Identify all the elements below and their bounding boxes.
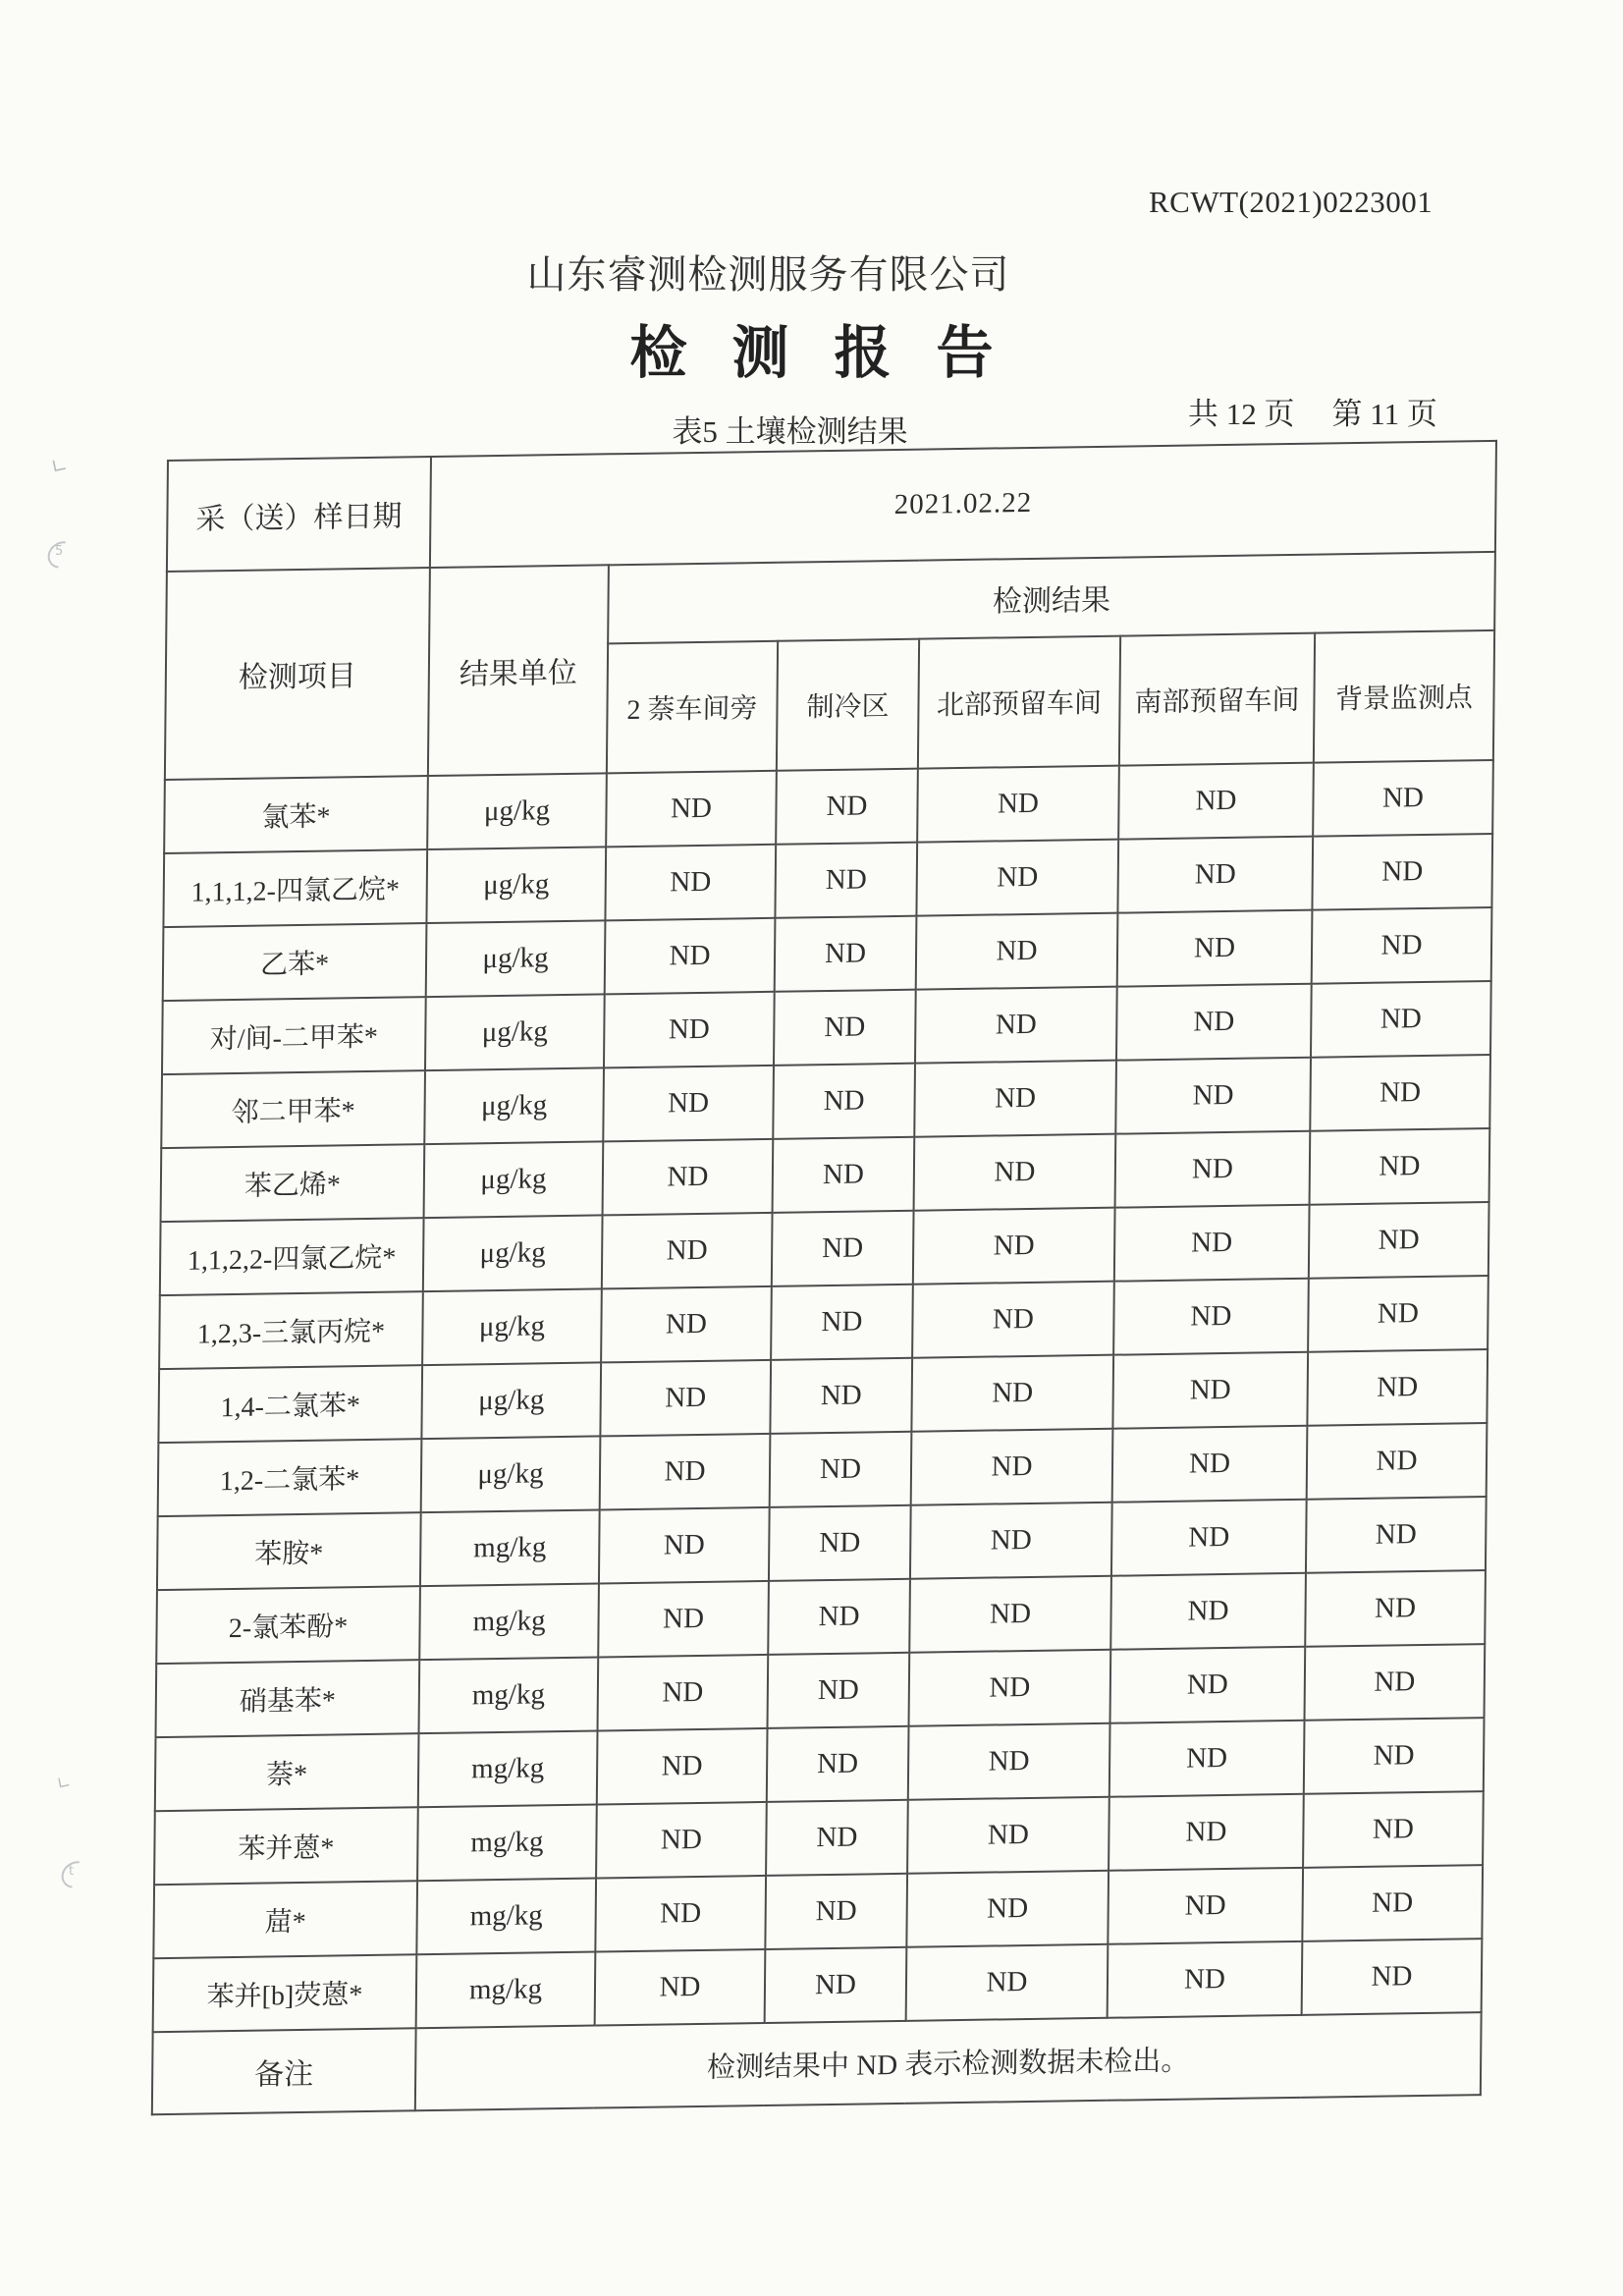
site-header: 北部预留车间 — [918, 636, 1120, 769]
results-group-header: 检测结果 — [608, 552, 1495, 643]
result-value: ND — [1110, 1647, 1306, 1723]
result-value: ND — [913, 1208, 1115, 1285]
result-value: ND — [1307, 1423, 1488, 1500]
result-value: ND — [765, 1947, 907, 2023]
result-value: ND — [909, 1650, 1111, 1726]
result-value: ND — [1312, 834, 1492, 910]
result-value: ND — [1311, 981, 1491, 1058]
result-value: ND — [1117, 837, 1313, 913]
result-value: ND — [595, 1876, 766, 1952]
result-value: ND — [1306, 1497, 1487, 1573]
result-value: ND — [603, 1066, 774, 1142]
analyte-name: 苯并蒽* — [154, 1807, 418, 1885]
unit-value: μg/kg — [424, 1067, 604, 1144]
result-value: ND — [605, 845, 776, 921]
result-value: ND — [1109, 1721, 1305, 1797]
analyte-name: 邻二甲苯* — [161, 1070, 425, 1148]
result-value: ND — [765, 1874, 907, 1949]
unit-value: μg/kg — [426, 920, 606, 997]
result-value: ND — [914, 1134, 1116, 1211]
result-value: ND — [606, 771, 777, 847]
scan-artifact-circle: 5 — [42, 536, 81, 574]
report-title: 检测报告 — [629, 321, 1039, 385]
analyte-name: 1,4-二氯苯* — [158, 1365, 422, 1443]
result-value: ND — [1310, 1128, 1490, 1205]
report-number: RCWT(2021)0223001 — [1149, 185, 1434, 219]
result-value: ND — [1112, 1426, 1308, 1503]
result-value: ND — [597, 1728, 768, 1805]
result-value: ND — [775, 916, 917, 992]
result-value: ND — [906, 1871, 1109, 1947]
page-total: 共 12 页 — [1188, 397, 1295, 431]
result-value: ND — [605, 918, 776, 995]
result-value: ND — [600, 1434, 771, 1510]
result-value: ND — [1108, 1941, 1303, 2018]
analyte-name: 氯苯* — [164, 776, 428, 853]
result-value: ND — [603, 1139, 774, 1216]
site-header: 2 萘车间旁 — [607, 641, 778, 774]
unit-value: μg/kg — [424, 1141, 604, 1218]
site-header: 制冷区 — [777, 639, 919, 771]
result-value: ND — [599, 1507, 770, 1584]
analyte-name: 萘* — [155, 1733, 419, 1811]
result-value: ND — [1118, 763, 1314, 840]
result-value: ND — [1305, 1644, 1486, 1721]
result-value: ND — [917, 766, 1119, 843]
result-value: ND — [914, 1061, 1116, 1137]
unit-value: μg/kg — [421, 1362, 601, 1439]
result-value: ND — [1302, 1865, 1483, 1941]
result-value: ND — [1307, 1349, 1488, 1426]
result-value: ND — [911, 1355, 1113, 1432]
result-value: ND — [1310, 1055, 1490, 1131]
result-value: ND — [769, 1505, 911, 1581]
unit-value: mg/kg — [419, 1657, 599, 1733]
result-value: ND — [916, 840, 1118, 916]
site-header: 背景监测点 — [1314, 630, 1494, 763]
result-value: ND — [773, 1064, 915, 1139]
result-value: ND — [1108, 1868, 1303, 1944]
analyte-name: 乙苯* — [163, 923, 427, 1001]
result-value: ND — [1117, 910, 1313, 987]
result-value: ND — [1114, 1205, 1310, 1282]
analyte-name: 䓛* — [153, 1881, 417, 1958]
result-value: ND — [595, 1949, 766, 2026]
result-value: ND — [776, 769, 918, 845]
soil-results-table — [151, 440, 1497, 2115]
result-value: ND — [773, 1137, 915, 1213]
result-value: ND — [1308, 1276, 1488, 1352]
remark-text: 检测结果中 ND 表示检测数据未检出。 — [415, 2012, 1482, 2110]
result-value: ND — [1110, 1573, 1306, 1650]
result-value: ND — [1304, 1718, 1485, 1794]
result-value: ND — [604, 992, 775, 1068]
unit-value: μg/kg — [423, 1215, 603, 1291]
result-value: ND — [767, 1726, 909, 1802]
analyte-name: 1,1,1,2-四氯乙烷* — [163, 849, 427, 927]
site-header: 南部预留车间 — [1119, 633, 1315, 766]
result-value: ND — [596, 1802, 767, 1879]
result-value: ND — [1303, 1791, 1484, 1868]
scan-artifact-mark: ∟ — [48, 452, 71, 479]
company-name: 山东睿测检测服务有限公司 — [526, 252, 1010, 297]
result-value: ND — [770, 1432, 912, 1507]
analyte-name: 苯并[b]荧蒽* — [153, 1954, 417, 2032]
result-value: ND — [770, 1358, 912, 1434]
sample-date-row — [167, 441, 1496, 572]
result-value: ND — [1302, 1939, 1483, 2015]
result-value: ND — [907, 1797, 1109, 1874]
result-value: ND — [601, 1286, 772, 1363]
table-caption: 表5 土壤检测结果 — [672, 414, 908, 449]
result-value: ND — [766, 1800, 908, 1876]
analyte-name: 1,2,3-三氯丙烷* — [159, 1291, 423, 1369]
result-value: ND — [775, 843, 917, 918]
analyte-name: 硝基苯* — [156, 1660, 420, 1737]
result-value: ND — [911, 1429, 1113, 1505]
result-value: ND — [1305, 1570, 1486, 1647]
remark-label: 备注 — [152, 2028, 416, 2114]
unit-value: mg/kg — [420, 1509, 600, 1586]
analyte-name: 苯胺* — [157, 1512, 421, 1590]
result-value: ND — [1115, 1131, 1311, 1208]
result-value: ND — [909, 1576, 1111, 1653]
analyte-name: 1,1,2,2-四氯乙烷* — [160, 1218, 424, 1295]
page-current: 第 11 页 — [1331, 397, 1437, 431]
result-value: ND — [906, 1944, 1109, 2021]
scan-artifact-circle: t — [56, 1856, 94, 1894]
result-value: ND — [916, 913, 1118, 990]
result-value: ND — [1313, 760, 1493, 837]
result-value: ND — [768, 1653, 910, 1728]
unit-value: mg/kg — [416, 1879, 596, 1955]
unit-value: mg/kg — [417, 1805, 597, 1882]
unit-value: mg/kg — [418, 1730, 598, 1807]
item-column-header: 检测项目 — [165, 568, 430, 780]
unit-column-header: 结果单位 — [428, 565, 609, 776]
analyte-name: 1,2-二氯苯* — [158, 1439, 422, 1516]
pagination — [1188, 389, 1437, 433]
result-value: ND — [1112, 1352, 1308, 1429]
result-value: ND — [915, 987, 1117, 1064]
sample-date-value: 2021.02.22 — [430, 441, 1496, 568]
result-value: ND — [771, 1285, 913, 1360]
unit-value: mg/kg — [419, 1583, 599, 1660]
result-value: ND — [910, 1503, 1112, 1579]
analyte-name: 苯乙烯* — [161, 1144, 425, 1222]
unit-value: μg/kg — [426, 847, 606, 923]
analyte-name: 2-氯苯酚* — [156, 1586, 420, 1664]
result-value: ND — [598, 1581, 769, 1658]
result-value: ND — [772, 1211, 914, 1286]
result-value: ND — [912, 1282, 1114, 1358]
result-value: ND — [1115, 1058, 1311, 1134]
scan-artifact-mark: ∟ — [55, 1772, 74, 1795]
results-table-wrap — [151, 440, 1495, 2115]
result-value: ND — [774, 990, 916, 1066]
result-value: ND — [600, 1360, 771, 1437]
result-value: ND — [768, 1579, 910, 1655]
result-value: ND — [908, 1723, 1110, 1800]
unit-value: μg/kg — [421, 1436, 601, 1512]
unit-value: μg/kg — [427, 773, 607, 849]
result-value: ND — [1116, 984, 1312, 1061]
unit-value: mg/kg — [416, 1952, 596, 2029]
result-value: ND — [1109, 1794, 1304, 1871]
analyte-name: 对/间-二甲苯* — [162, 997, 426, 1074]
result-value: ND — [1111, 1500, 1307, 1576]
unit-value: μg/kg — [425, 994, 605, 1070]
sample-date-label: 采（送）样日期 — [167, 457, 431, 572]
result-value: ND — [602, 1213, 773, 1289]
result-value: ND — [598, 1655, 769, 1731]
result-value: ND — [1113, 1279, 1309, 1355]
result-value: ND — [1312, 907, 1492, 984]
result-value: ND — [1309, 1202, 1489, 1279]
unit-value: μg/kg — [422, 1288, 602, 1365]
